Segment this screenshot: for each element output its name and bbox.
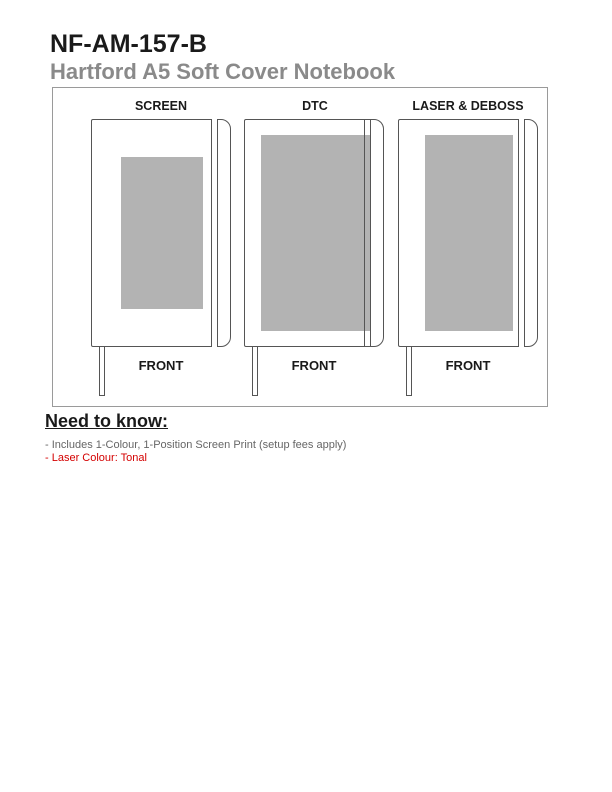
elastic-band: [364, 119, 371, 347]
side-label-dtc: FRONT: [291, 358, 337, 373]
elastic-band: [211, 119, 218, 347]
note-screen-print: - Includes 1-Colour, 1-Position Screen Print (setup fees apply): [45, 439, 347, 451]
side-label-screen: FRONT: [138, 358, 184, 373]
print-area-dtc: [261, 135, 371, 331]
product-code: NF-AM-157-B: [50, 30, 207, 58]
notebook-laser: [398, 119, 538, 347]
view-label-dtc: DTC: [302, 99, 328, 113]
notebook-dtc: [244, 119, 384, 347]
side-label-laser: FRONT: [445, 358, 491, 373]
print-area-laser: [425, 135, 513, 331]
elastic-band: [518, 119, 525, 347]
view-label-laser: LASER & DEBOSS: [412, 99, 524, 113]
print-area-screen: [121, 157, 203, 309]
view-label-screen: SCREEN: [134, 99, 188, 113]
notebook-screen: [91, 119, 231, 347]
product-name: Hartford A5 Soft Cover Notebook: [50, 59, 396, 84]
note-laser-colour: - Laser Colour: Tonal: [45, 452, 147, 464]
need-to-know-heading: Need to know:: [45, 411, 169, 431]
